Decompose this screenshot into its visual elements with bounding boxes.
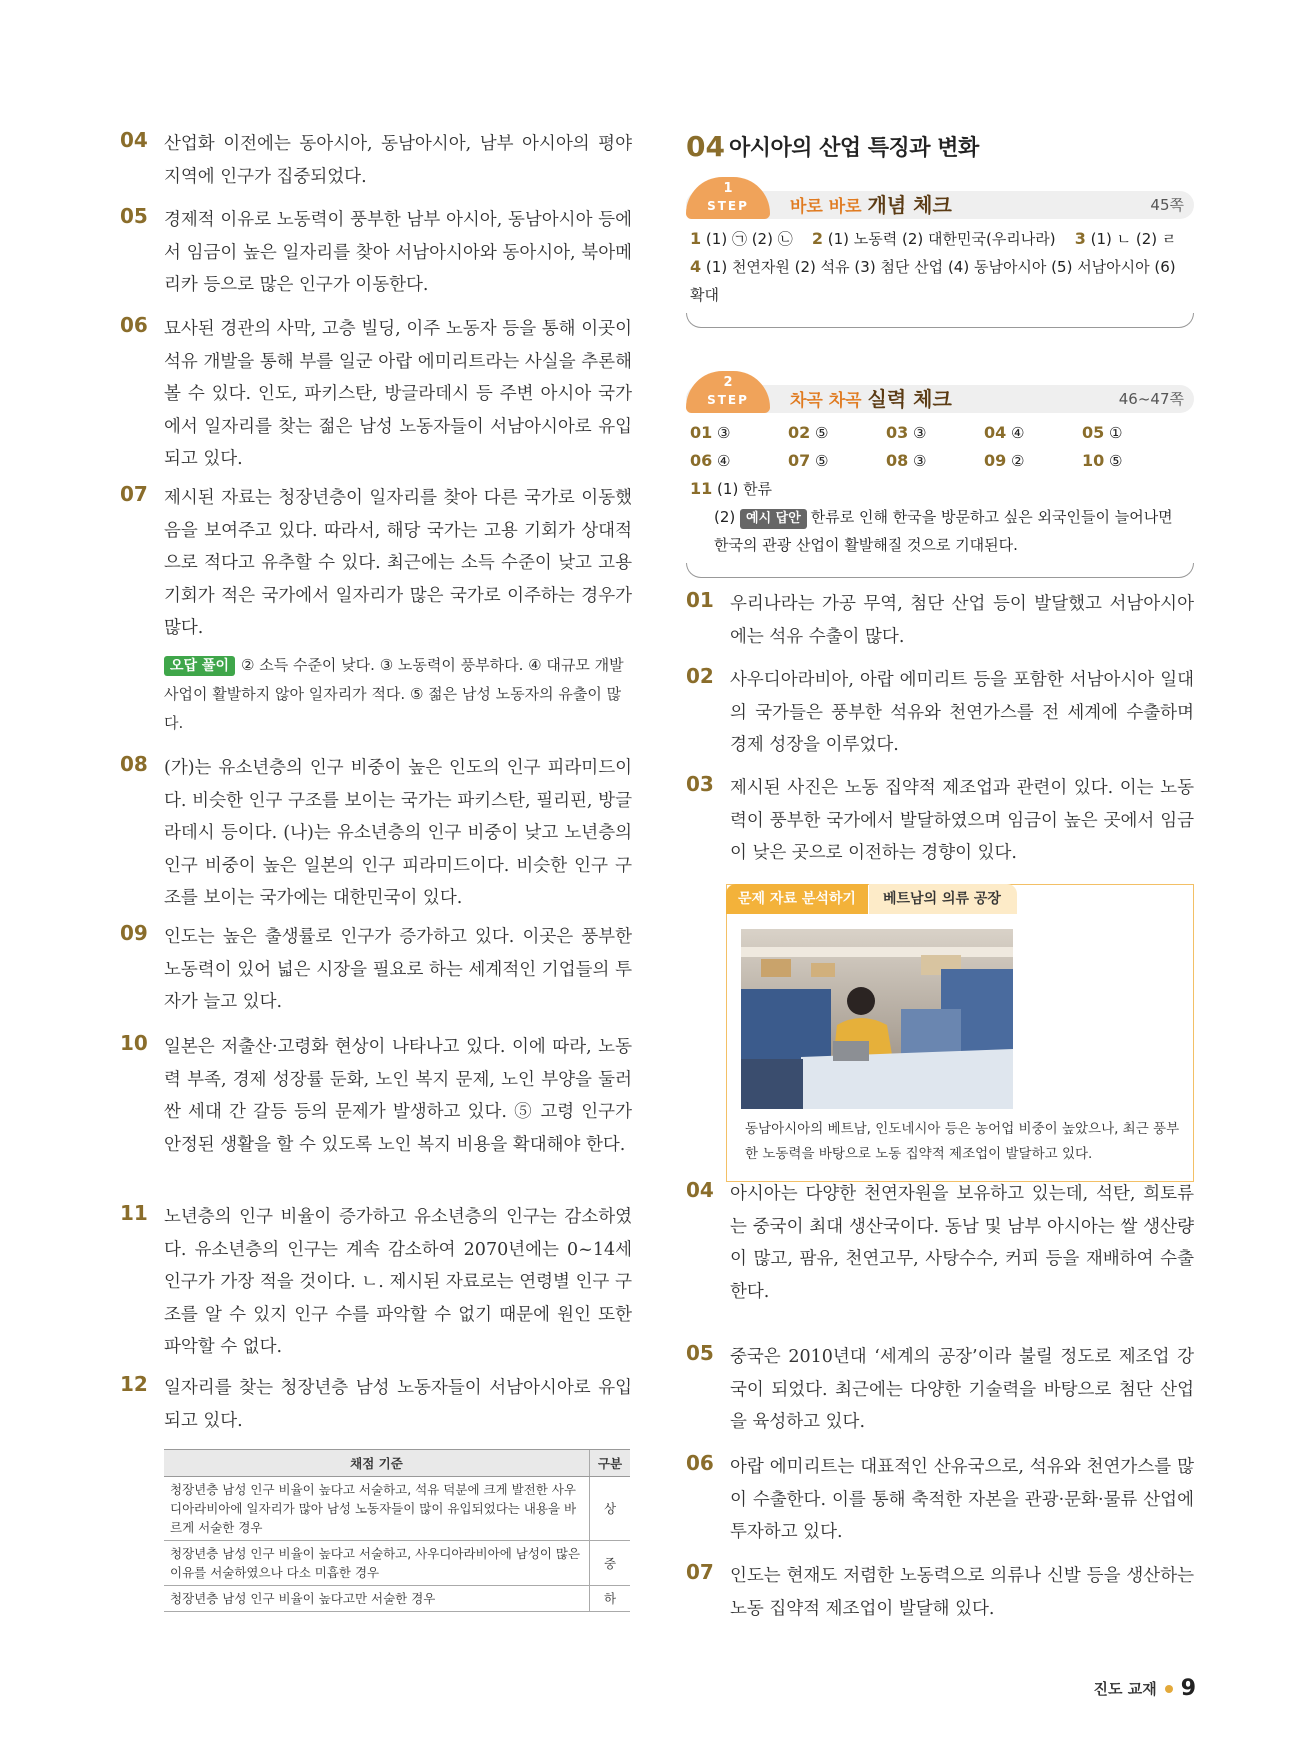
- item-text: 제시된 사진은 노동 집약적 제조업과 관련이 있다. 이는 노동력이 풍부한 국가에서 발달하였으며 임금이 높은 곳에서 임금이 낮은 곳으로 이전하는 경향이 있다.: [730, 778, 1194, 863]
- answer-subnumber: (2): [714, 508, 736, 526]
- item-number: 06: [120, 313, 148, 337]
- step-title-main: 실력 체크: [867, 387, 952, 411]
- analysis-tab: 문제 자료 분석하기: [726, 884, 868, 914]
- note-text: ② 소득 수준이 낮다. ③ 노동력이 풍부하다. ④ 대규모 개발 사업이 활발하지 않아 일자리가 적다. ⑤ 젊은 남성 노동자의 유출이 많다.: [164, 655, 624, 732]
- step-badge: [686, 177, 770, 219]
- answer-item: [686, 1178, 1194, 1308]
- item-text: 우리나라는 가공 무역, 첨단 산업 등이 발달했고 서남아시아에는 석유 수출이 많다.: [730, 594, 1194, 647]
- answer-line: [690, 253, 1190, 309]
- answer-item: [120, 752, 632, 915]
- answer-key: 4: [690, 257, 702, 276]
- step2-box: [686, 375, 1194, 578]
- step1-answers: [686, 219, 1194, 319]
- answer-item: [686, 1451, 1194, 1549]
- scoring-table: [164, 1449, 630, 1612]
- wrong-answer-note: [164, 651, 632, 738]
- answer-item: [120, 1372, 632, 1437]
- item-number: 10: [120, 1031, 148, 1055]
- step2-header: [686, 375, 1194, 413]
- item-number: 07: [120, 482, 148, 506]
- step-number: 1: [723, 181, 733, 196]
- answer-line: [690, 225, 1190, 253]
- item-text: 중국은 2010년대 ‘세계의 공장’이라 불릴 정도로 제조업 강국이 되었다. 최근에는 다양한 기술력을 바탕으로 첨단 산업을 육성하고 있다.: [730, 1347, 1194, 1432]
- answer-value: (1) 천연자원 (2) 석유 (3) 첨단 산업 (4) 동남아시아 (5) 서남아시아 (6) 확대: [690, 258, 1176, 304]
- step1-header: [686, 181, 1194, 219]
- item-number: 04: [120, 128, 148, 152]
- answer-item: [120, 128, 632, 193]
- step-title-main: 개념 체크: [867, 193, 952, 217]
- page-reference: 45쪽: [1150, 196, 1184, 214]
- answer-item: [120, 482, 632, 738]
- item-number: 07: [686, 1560, 714, 1584]
- item-text: 아시아는 다양한 천연자원을 보유하고 있는데, 석탄, 희토류는 중국이 최대 생산국이다. 동남 및 남부 아시아는 쌀 생산량이 많고, 팜유, 천연고무, 사탕수수, 커피 등을 재배하여 수출한다.: [730, 1184, 1194, 1302]
- garment-factory-photo: [741, 929, 1013, 1109]
- step-label: STEP: [707, 199, 749, 213]
- item-number: 12: [120, 1372, 148, 1396]
- answer-item: [120, 204, 632, 302]
- grid-answer: 10 ⑤: [1082, 451, 1123, 470]
- answer-item: [686, 588, 1194, 653]
- section-title: [686, 130, 979, 163]
- answer-value: (1) 한류: [717, 480, 773, 498]
- note-badge: 오답 풀이: [164, 656, 235, 676]
- step-number: 2: [723, 375, 733, 390]
- page-reference: 46~47쪽: [1118, 390, 1184, 408]
- answer-line: [690, 475, 1190, 503]
- item-text: 일본은 저출산·고령화 현상이 나타나고 있다. 이에 따라, 노동력 부족, 경제 성장률 둔화, 노인 복지 문제, 노인 부양을 둘러싼 세대 간 갈등 등의 문제가 발생하고 있다. ⑤ 고령 인구가 안정된 생활을 할 수 있도록 노인 복지 비용을 확대해야 한다.: [164, 1037, 632, 1155]
- item-number: 11: [120, 1201, 148, 1225]
- answer-line: [690, 503, 1190, 559]
- item-text: 아랍 에미리트는 대표적인 산유국으로, 석유와 천연가스를 많이 수출한다. 이를 통해 축적한 자본을 관광·문화·물류 산업에 투자하고 있다.: [730, 1457, 1194, 1542]
- item-number: 02: [686, 664, 714, 688]
- item-number: 03: [686, 772, 714, 796]
- item-number: 08: [120, 752, 148, 776]
- section-heading: 아시아의 산업 특징과 변화: [728, 136, 979, 161]
- criteria-header: 채점 기준: [164, 1450, 590, 1477]
- item-text: 제시된 자료는 청장년층이 일자리를 찾아 다른 국가로 이동했음을 보여주고 있다. 따라서, 해당 국가는 고용 기회가 상대적으로 적다고 유추할 수 있다. 최근에는 소득 수준이 낮고 고용 기회가 적은 국가에서 일자리가 많은 국가로 이주하는 경우가 많다.: [164, 488, 632, 638]
- step2-answers: [686, 413, 1194, 569]
- grid-answer: 08 ③: [886, 451, 927, 470]
- footer-dot-icon: [1165, 1685, 1173, 1693]
- item-number: 09: [120, 921, 148, 945]
- page-footer: [1094, 1676, 1197, 1701]
- answer-key: 1: [690, 229, 702, 248]
- item-text: 일자리를 찾는 청장년층 남성 노동자들이 서남아시아로 유입되고 있다.: [164, 1378, 632, 1431]
- item-text: 인도는 현재도 저렴한 노동력으로 의류나 신발 등을 생산하는 노동 집약적 제조업이 발달해 있다.: [730, 1566, 1194, 1619]
- item-number: 01: [686, 588, 714, 612]
- step-title: [790, 191, 952, 221]
- answer-item: [120, 1031, 632, 1161]
- answer-key: 2: [811, 229, 823, 248]
- answer-value: (1) ㄴ (2) ㄹ: [1090, 230, 1177, 248]
- item-text: 묘사된 경관의 사막, 고층 빌딩, 이주 노동자 등을 통해 이곳이 석유 개발을 통해 부를 일군 아랍 에미리트라는 사실을 추론해 볼 수 있다. 인도, 파키스탄, 방글라데시 등 주변 아시아 국가에서 일자리를 찾는 젊은 남성 노동자들이 서남아시아로 유입되고 있다.: [164, 319, 632, 469]
- answer-item: [686, 664, 1194, 762]
- step-title-prefix: 차곡 차곡: [790, 391, 862, 411]
- footer-label: 진도 교재: [1093, 1680, 1157, 1698]
- figure-caption: 동남아시아의 베트남, 인도네시아 등은 농어업 비중이 높았으나, 최근 풍부한 노동력을 바탕으로 노동 집약적 제조업이 발달하고 있다.: [745, 1121, 1180, 1162]
- step-title: [790, 385, 952, 415]
- answer-item: [120, 921, 632, 1019]
- item-text: 노년층의 인구 비율이 증가하고 유소년층의 인구는 감소하였다. 유소년층의 인구는 계속 감소하여 2070년에는 0~14세 인구가 가장 적을 것이다. ㄴ. 제시된 자료로는 연령별 인구 구조를 알 수 있지 인구 수를 파악할 수 없기 때문에 원인 또한 파악할 수 없다.: [164, 1207, 632, 1357]
- grid-answer: 04 ④: [984, 423, 1025, 442]
- grade-cell: 상: [590, 1477, 631, 1541]
- table-row: [164, 1541, 630, 1586]
- grade-header: 구분: [590, 1450, 631, 1477]
- criteria-cell: 청장년층 남성 인구 비율이 높다고만 서술한 경우: [164, 1586, 590, 1612]
- answer-key: 11: [690, 479, 713, 498]
- table-row: [164, 1477, 630, 1541]
- answer-item: [686, 1341, 1194, 1439]
- answer-item: [686, 772, 1194, 870]
- item-number: 05: [686, 1341, 714, 1365]
- answer-value: (1) 노동력 (2) 대한민국(우리나라): [827, 230, 1056, 248]
- step-title-prefix: 바로 바로: [790, 197, 862, 217]
- grid-answer: 01 ③: [690, 423, 731, 442]
- item-text: (가)는 유소년층의 인구 비중이 높은 인도의 인구 피라미드이다. 비슷한 인구 구조를 보이는 국가는 파키스탄, 필리핀, 방글라데시 등이다. (나)는 유소년층의 인구 비중이 낮고 노년층의 인구 비중이 높은 일본의 인구 피라미드이다. 비슷한 인구 구조를 보이는 국가에는 대한민국이 있다.: [164, 758, 632, 908]
- answer-value: (1) ㉠ (2) ㉡: [705, 230, 793, 248]
- item-text: 인도는 높은 출생률로 인구가 증가하고 있다. 이곳은 풍부한 노동력이 있어 넓은 시장을 필요로 하는 세계적인 기업들의 투자가 늘고 있다.: [164, 927, 632, 1012]
- item-number: 04: [686, 1178, 714, 1202]
- grid-answer: 03 ③: [886, 423, 927, 442]
- grid-answer: 02 ⑤: [788, 423, 829, 442]
- criteria-cell: 청장년층 남성 인구 비율이 높다고 서술하고, 사우디아라비아에 남성이 많은 이유를 서술하였으나 다소 미흡한 경우: [164, 1541, 590, 1586]
- answer-grid: [690, 419, 1190, 475]
- figure-title: 베트남의 의류 공장: [869, 884, 1017, 914]
- grid-answer: 05 ①: [1082, 423, 1123, 442]
- section-number: 04: [686, 130, 725, 163]
- answer-key: 3: [1074, 229, 1086, 248]
- criteria-cell: 청장년층 남성 인구 비율이 높다고 서술하고, 석유 덕분에 크게 발전한 사우디아라비아에 일자리가 많아 남성 노동자들이 많이 유입되었다는 내용을 바르게 서술한 경우: [164, 1477, 590, 1541]
- table-header-row: [164, 1450, 630, 1477]
- step-badge: [686, 371, 770, 413]
- grid-answer: 09 ②: [984, 451, 1025, 470]
- table-row: [164, 1586, 630, 1612]
- answer-item: [120, 1201, 632, 1364]
- item-text: 산업화 이전에는 동아시아, 동남아시아, 남부 아시아의 평야 지역에 인구가 집중되었다.: [164, 134, 632, 187]
- figure-box: [726, 884, 1194, 1182]
- answer-value: 한류로 인해 한국을 방문하고 싶은 외국인들이 늘어나면 한국의 관광 산업이 활발해질 것으로 기대된다.: [714, 508, 1173, 554]
- item-text: 경제적 이유로 노동력이 풍부한 남부 아시아, 동남아시아 등에서 임금이 높은 일자리를 찾아 서남아시아와 동아시아, 북아메리카 등으로 많은 인구가 이동한다.: [164, 210, 632, 295]
- grade-cell: 하: [590, 1586, 631, 1612]
- item-text: 사우디아라비아, 아랍 에미리트 등을 포함한 서남아시아 일대의 국가들은 풍부한 석유와 천연가스를 전 세계에 수출하며 경제 성장을 이루었다.: [730, 670, 1194, 755]
- grade-cell: 중: [590, 1541, 631, 1586]
- answer-item: [686, 1560, 1194, 1625]
- answer-item: [120, 313, 632, 476]
- example-answer-badge: 예시 답안: [740, 509, 807, 529]
- page-number: 9: [1180, 1676, 1196, 1701]
- item-number: 06: [686, 1451, 714, 1475]
- step-label: STEP: [707, 393, 749, 407]
- grid-answer: 07 ⑤: [788, 451, 829, 470]
- step1-box: [686, 181, 1194, 328]
- item-number: 05: [120, 204, 148, 228]
- grid-answer: 06 ④: [690, 451, 731, 470]
